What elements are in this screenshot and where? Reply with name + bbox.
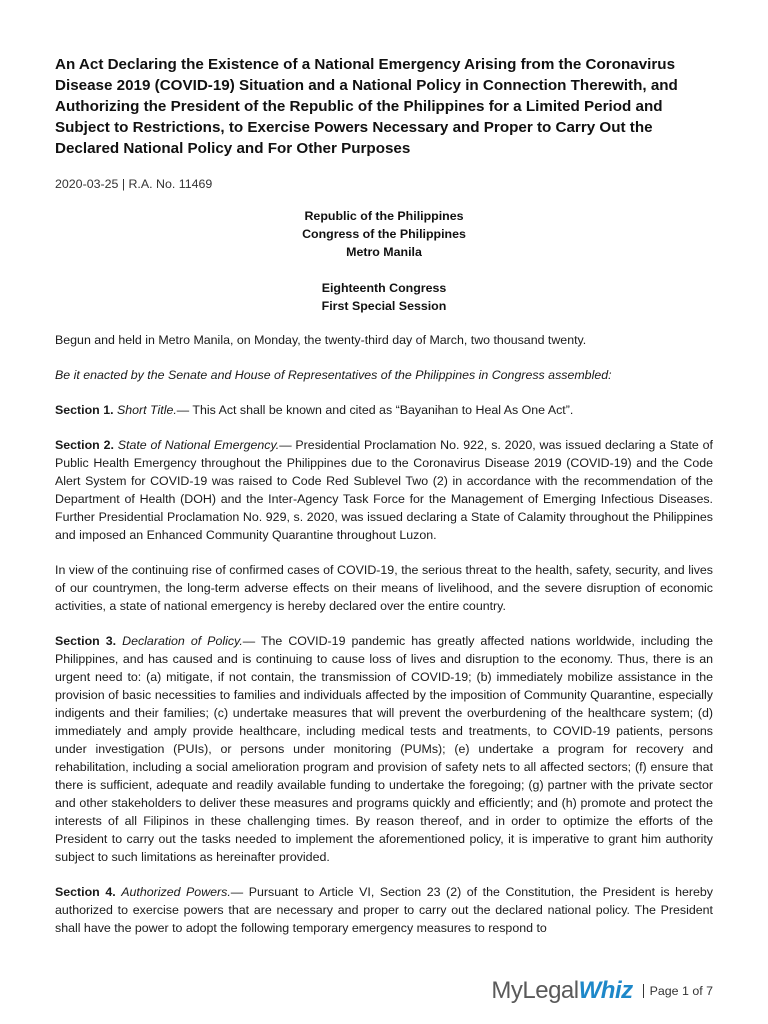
section-1 [55,401,713,419]
session-block [55,279,713,315]
header-line: First Special Session [321,299,447,313]
document-meta: 2020-03-25 | R.A. No. 11469 [55,177,213,191]
header-line: Republic of the Philippines [304,209,464,223]
section-title: State of National Emergency. [117,438,280,452]
section-text: — The COVID-19 pandemic has greatly affected nations worldwide, including the Philippines, and has caused and is continuing to cause loss of lives and disruption to the economy. Thus, there is an urgent need to: (a) mitigate, if not contain, the transmission of COVID-19; (b) immediately mobilize assistance in the provision of basic necessities to families and individuals affected by the imposition of Community Quarantine, especially indigents and their families; (c) undertake measures that will prevent the overburdening of the healthcare system; (d) immediately and amply provide healthcare, including medical tests and treatments, to COVID-19 patients, persons under investigation (PUIs), or persons under monitoring (PUMs); (e) undertake a program for recovery and rehabilitation, including a social amelioration program and provision of safety nets to all affected sectors; (f) ensure that there is sufficient, adequate and readily available funding to undertake the foregoing; (g) partner with the private sector and other stakeholders to deliver these measures and programs quickly and efficiently; and (h) promote and protect the interests of all Filipinos in these challenging times. By reason thereof, and in order to optimize the efforts of the President to carry out the tasks needed to implement the aforementioned policy, it is imperative to grant him authority subject to such limitations as hereinafter provided. [55,634,713,864]
section-number: Section 3. [55,634,117,648]
enacting-clause: Be it enacted by the Senate and House of Representatives of the Philippines in Congress assembled: [55,368,612,382]
document-title: An Act Declaring the Existence of a National Emergency Arising from the Coronavirus Disease 2019 (COVID-19) Situation and a National Policy in Connection Therewith, and Authorizing the President of the Republic of the Philippines for a Limited Period and Subject to Restrictions, to Exercise Powers Necessary and Proper to Carry Out the Declared National Policy and For Other Purposes [55,56,678,157]
section-2-paragraph-2: In view of the continuing rise of confirmed cases of COVID-19, the serious threat to the health, safety, security, and lives of our countrymen, the long-term adverse effects on their means of livelihood, and the severe disruption of economic activities, a state of national emergency is hereby declared over the entire country. [55,563,713,613]
section-text: — Presidential Proclamation No. 922, s. 2020, was issued declaring a State of Public Health Emergency throughout the Philippines due to the Coronavirus Disease 2019 (COVID-19) and the Code Alert System for COVID-19 was raised to Code Red Sublevel Two (2) in accordance with the recommendation of the Department of Health (DOH) and the Inter-Agency Task Force for the Management of Emerging Infectious Diseases. Further Presidential Proclamation No. 929, s. 2020, was issued declaring a State of Calamity throughout the Philippines and imposed an Enhanced Community Quarantine throughout Luzon. [55,438,713,542]
begun-paragraph: Begun and held in Metro Manila, on Monday, the twenty-third day of March, two thousand twenty. [55,333,587,347]
section-number: Section 4. [55,885,116,899]
header-block [55,207,713,261]
section-text: — Pursuant to Article VI, Section 23 (2) of the Constitution, the President is hereby authorized to exercise powers that are necessary and proper to carry out the declared national policy. The President shall have the power to adopt the following temporary emergency measures to respond to [55,885,713,935]
mylegalwhiz-logo: MyLegalWhiz [491,977,633,1004]
document-page [55,54,713,937]
section-title: Authorized Powers. [121,885,231,899]
section-title: Declaration of Policy. [122,634,243,648]
section-title: Short Title. [116,403,177,417]
section-2 [55,436,713,544]
header-line: Metro Manila [346,245,422,259]
section-3 [55,632,713,866]
header-line: Eighteenth Congress [321,281,447,295]
page-footer [483,974,713,1008]
section-4 [55,883,713,937]
page-number: Page 1 of 7 [643,984,713,998]
section-number: Section 2. [55,438,114,452]
section-text: — This Act shall be known and cited as “Bayanihan to Heal As One Act”. [176,403,574,417]
section-number: Section 1. [55,403,114,417]
header-line: Congress of the Philippines [302,227,466,241]
